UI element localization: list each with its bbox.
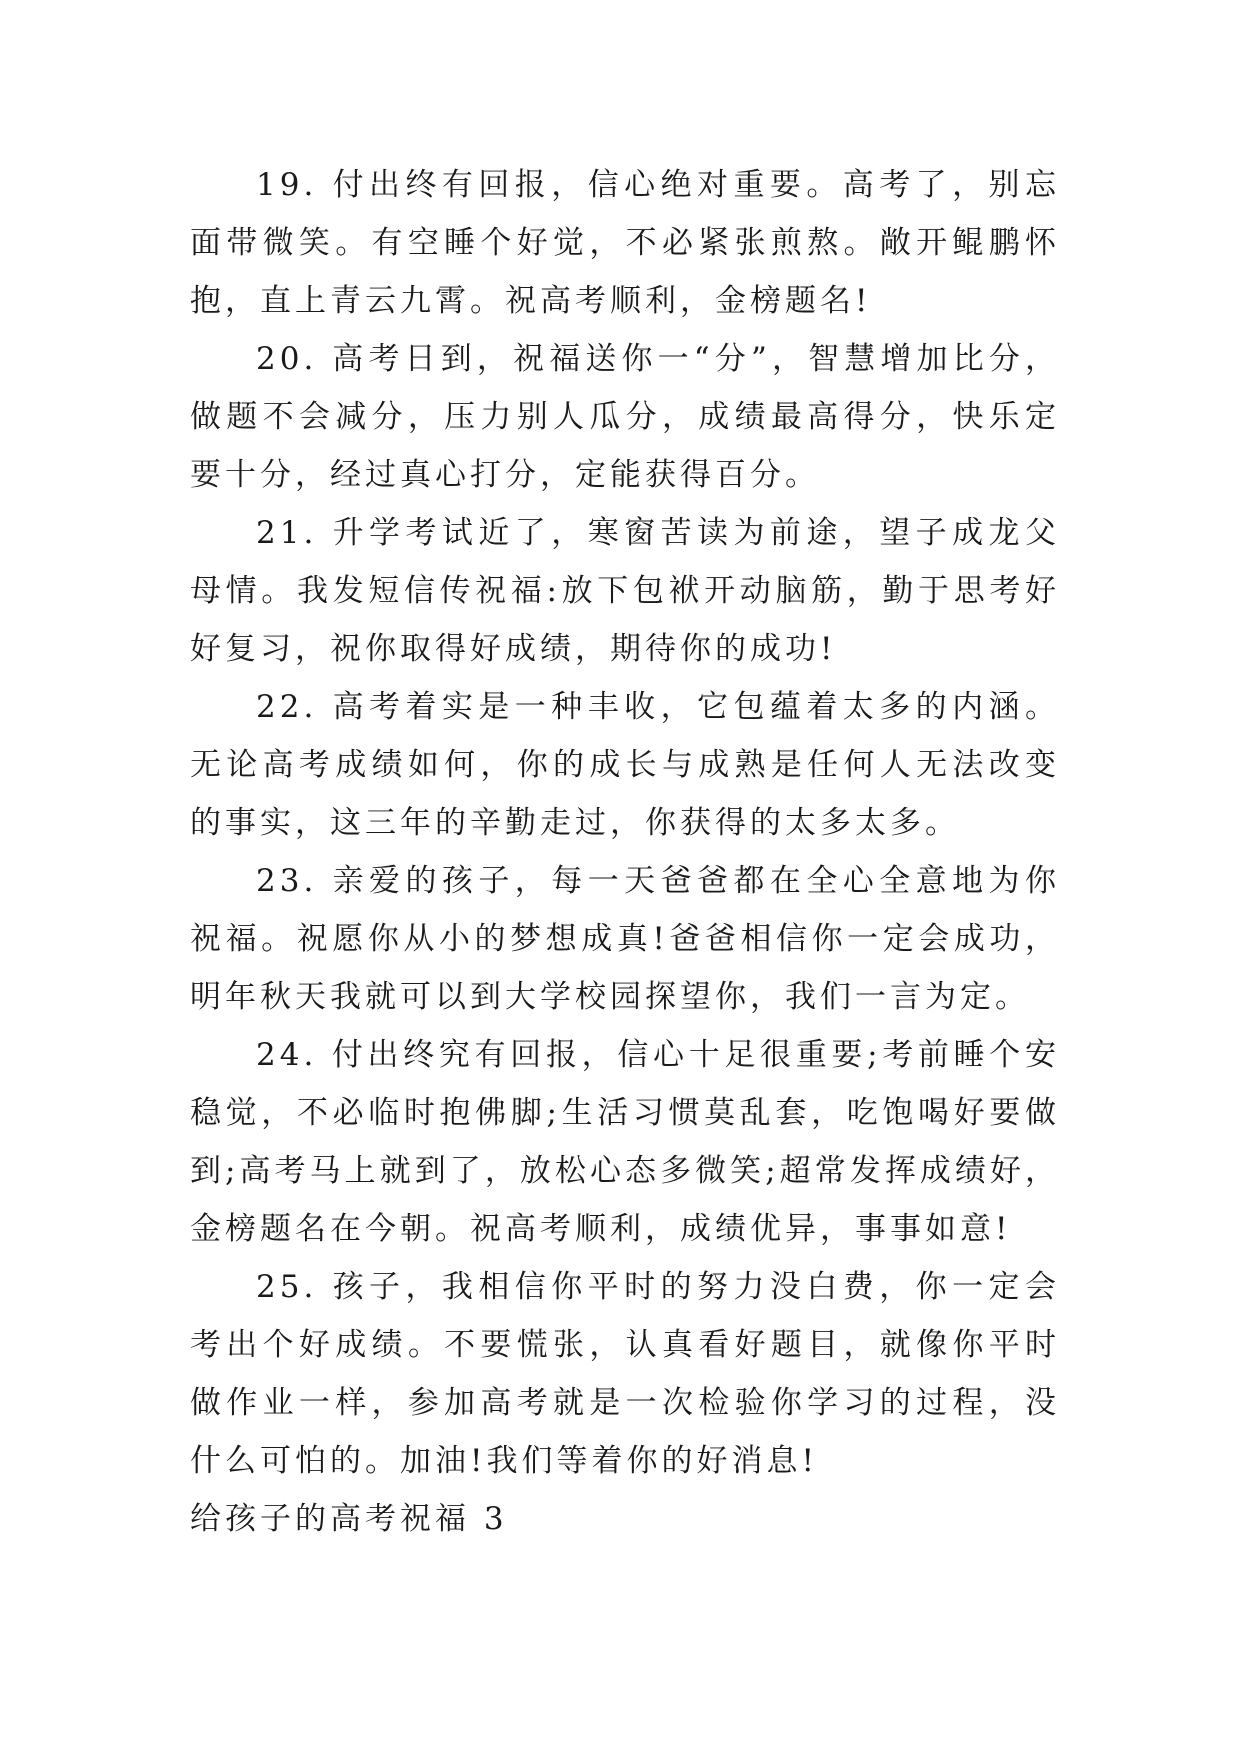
paragraph-23: 23. 亲爱的孩子，每一天爸爸都在全心全意地为你祝福。祝愿你从小的梦想成真!爸爸相信你一定会成功，明年秋天我就可以到大学校园探望你，我们一言为定。 xyxy=(190,863,1060,1015)
paragraph-21: 21. 升学考试近了，寒窗苦读为前途，望子成龙父母情。我发短信传祝福:放下包袱开动脑筋，勤于思考好好复习，祝你取得好成绩，期待你的成功! xyxy=(190,515,1060,667)
section-heading: 给孩子的高考祝福 3 xyxy=(190,1501,508,1537)
paragraph-25: 25. 孩子，我相信你平时的努力没白费，你一定会考出个好成绩。不要慌张，认真看好题目，就像你平时做作业一样，参加高考就是一次检验你学习的过程，没什么可怕的。加油!我们等着你的好消息! xyxy=(190,1269,1060,1479)
paragraph-22: 22. 高考着实是一种丰收，它包蕴着太多的内涵。无论高考成绩如何，你的成长与成熟是任何人无法改变的事实，这三年的辛勤走过，你获得的太多太多。 xyxy=(190,689,1060,841)
paragraph-20: 20. 高考日到，祝福送你一“分”，智慧增加比分，做题不会减分，压力别人瓜分，成绩最高得分，快乐定要十分，经过真心打分，定能获得百分。 xyxy=(190,341,1060,493)
paragraph-24: 24. 付出终究有回报，信心十足很重要;考前睡个安稳觉，不必临时抱佛脚;生活习惯莫乱套，吃饱喝好要做到;高考马上就到了，放松心态多微笑;超常发挥成绩好，金榜题名在今朝。祝高考顺利，成绩优异，事事如意! xyxy=(190,1037,1060,1247)
document-body xyxy=(190,156,1060,1548)
paragraph-19: 19. 付出终有回报，信心绝对重要。高考了，别忘面带微笑。有空睡个好觉，不必紧张煎熬。敞开鲲鹏怀抱，直上青云九霄。祝高考顺利，金榜题名! xyxy=(190,167,1060,319)
